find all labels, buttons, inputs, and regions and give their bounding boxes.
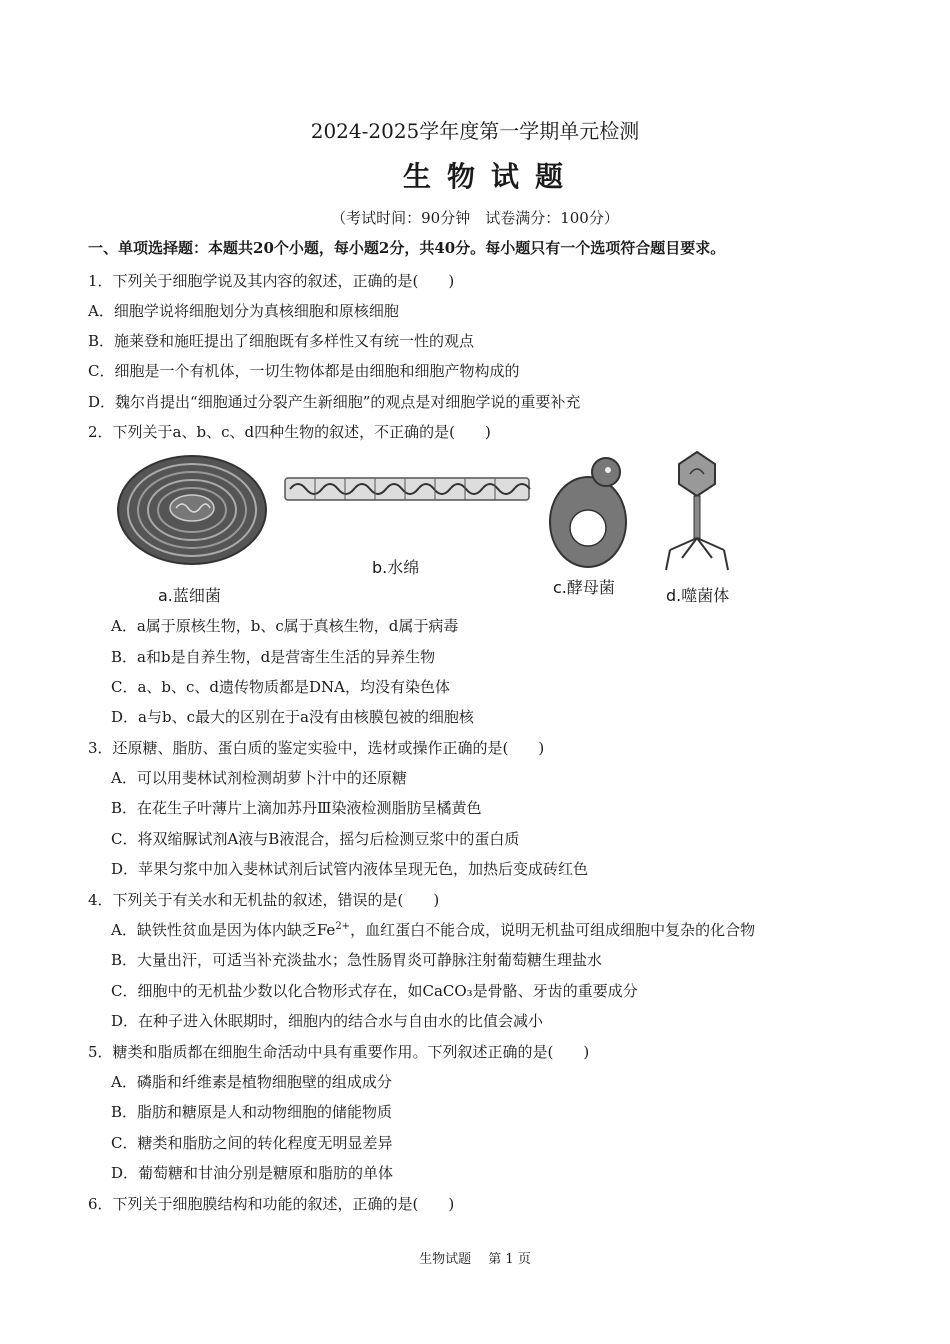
question-4-option-a	[111, 919, 755, 940]
cyanobacteria-illustration	[118, 456, 266, 564]
question-1-option-c: C．细胞是一个有机体，一切生物体都是由细胞和细胞产物构成的	[88, 362, 520, 380]
figure-label-d: d.噬菌体	[666, 586, 730, 605]
question-5-option-d: D．葡萄糖和甘油分别是糖原和脂肪的单体	[111, 1164, 394, 1182]
question-6-stem: 6．下列关于细胞膜结构和功能的叙述，正确的是( )	[88, 1195, 455, 1213]
question-2-stem: 2．下列关于a、b、c、d四种生物的叙述，不正确的是( )	[88, 423, 491, 441]
question-2-option-c: C．a、b、c、d遗传物质都是DNA，均没有染色体	[111, 678, 451, 696]
question-2-option-d: D．a与b、c最大的区别在于a没有由核膜包被的细胞核	[111, 708, 474, 726]
figure-label-c: c.酵母菌	[553, 578, 615, 597]
question-4-option-c: C．细胞中的无机盐少数以化合物形式存在，如CaCO₃是骨骼、牙齿的重要成分	[111, 982, 638, 1000]
question-4-option-b: B．大量出汗，可适当补充淡盐水；急性肠胃炎可静脉注射葡萄糖生理盐水	[111, 951, 603, 969]
question-1-option-b: B．施莱登和施旺提出了细胞既有多样性又有统一性的观点	[88, 332, 475, 350]
bacteriophage-illustration	[666, 452, 728, 570]
exam-year-title: 2024-2025学年度第一学期单元检测	[310, 119, 640, 143]
question-2-option-a: A．a属于原核生物，b、c属于真核生物，d属于病毒	[111, 617, 459, 635]
question-4-option-a-part2: ，血红蛋白不能合成，说明无机盐可组成细胞中复杂的化合物	[350, 921, 756, 939]
question-4-option-a-part1: A．缺铁性贫血是因为体内缺乏Fe	[111, 921, 336, 939]
question-4-option-d: D．在种子进入休眠期时，细胞内的结合水与自由水的比值会减小	[111, 1012, 544, 1030]
figure-label-a: a.蓝细菌	[158, 586, 221, 605]
ion-charge-superscript: 2+	[335, 921, 351, 932]
question-3-option-c: C．将双缩脲试剂A液与B液混合，摇匀后检测豆浆中的蛋白质	[111, 830, 520, 848]
page-footer: 生物试题 第 1 页	[419, 1252, 531, 1267]
exam-info: （考试时间：90分钟 试卷满分：100分）	[331, 209, 619, 227]
yeast-illustration	[550, 458, 626, 567]
question-1-option-d: D．魏尔肖提出“细胞通过分裂产生新细胞”的观点是对细胞学说的重要补充	[88, 393, 581, 411]
question-2-option-b: B．a和b是自养生物，d是营寄生生活的异养生物	[111, 648, 436, 666]
page-title: 生物试题	[402, 160, 579, 193]
question-3-option-d: D．苹果匀浆中加入斐林试剂后试管内液体呈现无色，加热后变成砖红色	[111, 860, 589, 878]
spirogyra-illustration	[285, 478, 530, 500]
question-4-stem: 4．下列关于有关水和无机盐的叙述，错误的是( )	[88, 891, 440, 909]
question-5-option-a: A．磷脂和纤维素是植物细胞壁的组成成分	[111, 1073, 392, 1091]
question-5-option-c: C．糖类和脂肪之间的转化程度无明显差异	[111, 1134, 393, 1152]
question-3-option-b: B．在花生子叶薄片上滴加苏丹Ⅲ染液检测脂肪呈橘黄色	[111, 799, 482, 817]
figure-label-b: b.水绵	[372, 558, 420, 577]
question-5-option-b: B．脂肪和糖原是人和动物细胞的储能物质	[111, 1103, 393, 1121]
question-3-stem: 3．还原糖、脂肪、蛋白质的鉴定实验中，选材或操作正确的是( )	[88, 739, 545, 757]
question-5-stem: 5．糖类和脂质都在细胞生命活动中具有重要作用。下列叙述正确的是( )	[88, 1043, 590, 1061]
question-1-stem: 1．下列关于细胞学说及其内容的叙述，正确的是( )	[88, 272, 455, 290]
question-3-option-a: A．可以用斐林试剂检测胡萝卜汁中的还原糖	[111, 769, 407, 787]
section-heading: 一、单项选择题：本题共20个小题，每小题2分，共40分。每小题只有一个选项符合题目要求。	[88, 239, 726, 257]
question-1-option-a: A．细胞学说将细胞划分为真核细胞和原核细胞	[88, 302, 399, 320]
